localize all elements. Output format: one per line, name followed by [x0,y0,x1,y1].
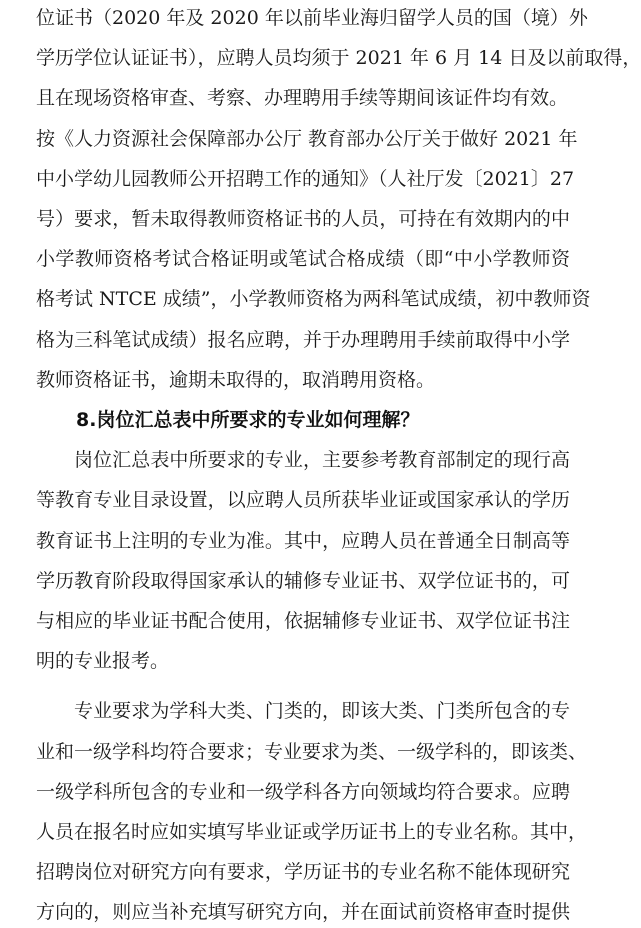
text-line: 中小学幼儿园教师公开招聘工作的通知》（人社厅发〔2021〕27 [36,167,575,190]
text-line: 教育证书上注明的专业为准。其中，应聘人员在普通全日制高等 [36,529,570,552]
text-line: 人员在报名时应如实填写毕业证或学历证书上的专业名称。其中， [36,821,588,844]
text-line: 且在现场资格审查、考察、办理聘用手续等期间该证件均有效。 [36,87,569,110]
text-line: 格为三科笔试成绩）报名应聘，并于办理聘用手续前取得中小学 [36,328,570,351]
text-line: 等教育专业目录设置，以应聘人员所获毕业证或国家承认的学历 [36,489,570,512]
text-line: 学历教育阶段取得国家承认的辅修专业证书、双学位证书的，可 [36,569,570,592]
text-line: 岗位汇总表中所要求的专业，主要参考教育部制定的现行高 [74,449,570,472]
text-line: 方向的，则应当补充填写研究方向，并在面试前资格审查时提供 [36,901,570,924]
text-line: 号）要求，暂未取得教师资格证书的人员，可持在有效期内的中 [36,208,570,230]
text-line: 一级学科所包含的专业和一级学科各方向领域均符合要求。应聘 [36,780,570,803]
section-heading: 8.岗位汇总表中所要求的专业如何理解？ [76,409,420,431]
text-line: 教师资格证书，逾期未取得的，取消聘用资格。 [36,368,436,391]
text-line: 专业要求为学科大类、门类的，即该大类、门类所包含的专 [74,700,570,723]
text-line: 学历学位认证证书），应聘人员均须于 2021 年 6 月 14 日及以前取得， [36,47,641,70]
text-line: 格考试 NTCE 成绩”，小学教师资格为两科笔试成绩，初中教师资 [36,288,591,311]
text-line: 与相应的毕业证书配合使用，依据辅修专业证书、双学位证书注 [36,610,570,632]
text-line: 招聘岗位对研究方向有要求，学历证书的专业名称不能体现研究 [36,861,570,884]
text-line: 位证书（2020 年及 2020 年以前毕业海归留学人员的国（境）外 [36,7,588,29]
text-line: 明的专业报考。 [36,650,170,673]
text-line: 小学教师资格考试合格证明或笔试合格成绩（即“中小学教师资 [36,248,570,271]
text-line: 按《人力资源社会保障部办公厅 教育部办公厅关于做好 2021 年 [36,127,578,150]
text-line: 业和一级学科均符合要求；专业要求为类、一级学科的，即该类、 [36,740,588,763]
